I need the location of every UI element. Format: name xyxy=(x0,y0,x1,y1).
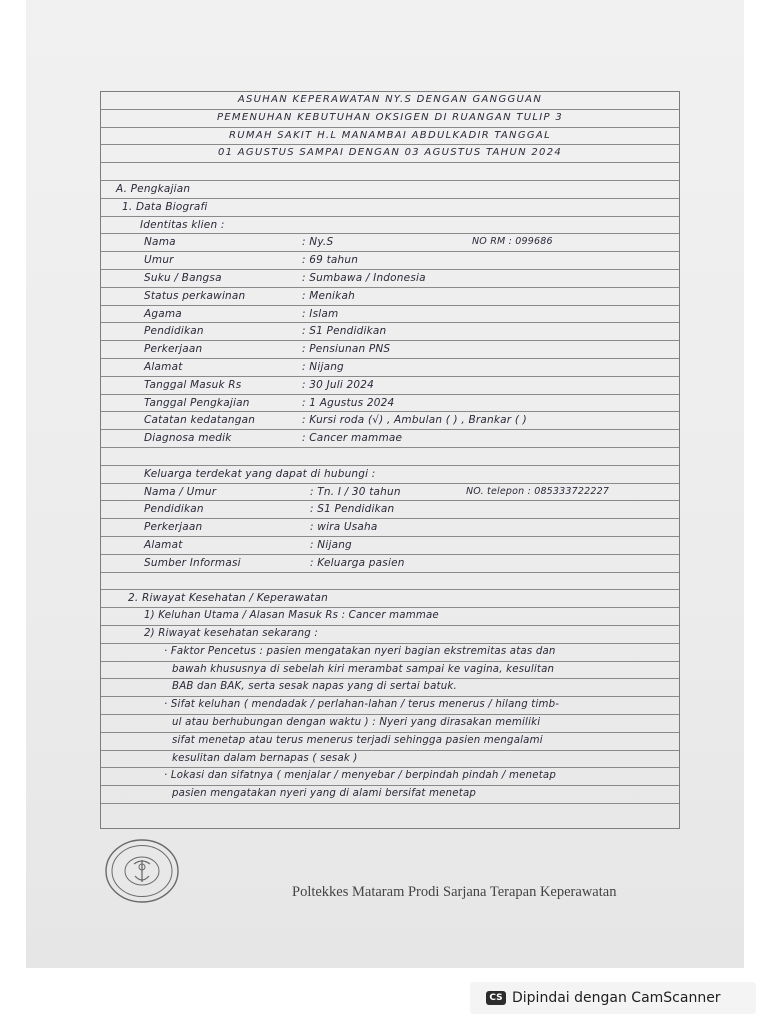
ruled-line xyxy=(100,233,680,234)
ruled-line xyxy=(100,643,680,644)
camscanner-badge xyxy=(470,982,756,1014)
ruled-line xyxy=(100,394,680,395)
institution-footer: Poltekkes Mataram Prodi Sarjana Terapan Keperawatan xyxy=(292,884,617,900)
field-label: Nama xyxy=(144,236,176,249)
field-label: Alamat xyxy=(144,361,183,373)
history-line: · Lokasi dan sifatnya ( menjalar / menyebar / berpindah pindah / menetap xyxy=(164,770,557,782)
subsection-heading: 2. Riwayat Kesehatan / Keperawatan xyxy=(128,592,328,605)
ruled-line xyxy=(100,607,680,608)
field-label: Agama xyxy=(144,307,182,320)
ruled-line xyxy=(100,144,680,145)
field-label: Nama / Umur xyxy=(144,485,217,498)
ruled-line xyxy=(100,696,680,697)
history-line: sifat menetap atau terus menerus terjadi sehingga pasien mengalami xyxy=(172,734,543,746)
ruled-line xyxy=(100,500,680,501)
ruled-line xyxy=(100,518,680,519)
field-label: Suku / Bangsa xyxy=(144,272,222,284)
phone-number: NO. telepon : 085333722227 xyxy=(466,485,610,497)
ruled-line xyxy=(100,411,680,412)
field-value: : 1 Agustus 2024 xyxy=(302,396,395,409)
field-value: : Islam xyxy=(302,307,339,320)
field-value: : 30 Juli 2024 xyxy=(302,378,375,391)
poltekkes-seal-icon xyxy=(104,838,180,904)
history-line: bawah khususnya di sebelah kiri merambat sampai ke vagina, kesulitan xyxy=(172,663,555,675)
ruled-line xyxy=(100,127,680,128)
field-value: : S1 Pendidikan xyxy=(302,325,387,338)
ruled-line xyxy=(100,625,680,626)
field-value: : Pensiunan PNS xyxy=(302,343,391,356)
form-area xyxy=(100,91,680,829)
ruled-line xyxy=(100,376,680,377)
field-value: : S1 Pendidikan xyxy=(310,503,395,516)
document-title-line: RUMAH SAKIT H.L MANAMBAI ABDULKADIR TANGGAL xyxy=(229,129,551,141)
ruled-line xyxy=(100,251,680,252)
history-line: pasien mengatakan nyeri yang di alami bersifat menetap xyxy=(172,788,477,800)
section-heading: A. Pengkajian xyxy=(116,183,191,195)
ruled-line xyxy=(100,554,680,555)
ruled-line xyxy=(100,216,680,217)
ruled-line xyxy=(100,750,680,751)
document-title-line: ASUHAN KEPERAWATAN NY.S DENGAN GANGGUAN xyxy=(237,94,543,105)
field-value: : Keluarga pasien xyxy=(310,556,405,569)
field-value: : Ny.S xyxy=(302,236,334,249)
ruled-line xyxy=(100,483,680,484)
ruled-line xyxy=(100,109,680,110)
field-value: : Kursi roda (√) , Ambulan ( ) , Brankar ( ) xyxy=(302,414,527,427)
field-label: Status perkawinan xyxy=(144,289,246,302)
field-value: : Sumbawa / Indonesia xyxy=(302,272,426,284)
field-label: Tanggal Masuk Rs xyxy=(144,378,242,391)
field-label: Diagnosa medik xyxy=(144,432,232,445)
field-label: Catatan kedatangan xyxy=(144,414,256,427)
field-label: Pendidikan xyxy=(144,503,204,516)
field-label: Perkerjaan xyxy=(144,343,203,356)
ruled-line xyxy=(100,447,680,448)
subsection-heading: 1. Data Biografi xyxy=(122,200,208,213)
ruled-line xyxy=(100,162,680,163)
history-line: ul atau berhubungan dengan waktu ) : Nyeri yang dirasakan memiliki xyxy=(172,717,541,728)
history-line: · Sifat keluhan ( mendadak / perlahan-lahan / terus menerus / hilang timb- xyxy=(164,699,560,711)
ruled-line xyxy=(100,536,680,537)
field-label: Pendidikan xyxy=(144,325,204,338)
document-title-line: 01 AGUSTUS SAMPAI DENGAN 03 AGUSTUS TAHUN 2024 xyxy=(217,147,563,159)
ruled-line xyxy=(100,322,680,323)
ruled-line xyxy=(100,305,680,306)
ruled-line xyxy=(100,287,680,288)
ruled-line xyxy=(100,767,680,768)
history-line: kesulitan dalam bernapas ( sesak ) xyxy=(172,752,358,764)
field-label: Sumber Informasi xyxy=(144,556,241,569)
field-label: Alamat xyxy=(144,539,183,551)
ruled-line xyxy=(100,589,680,590)
ruled-line xyxy=(100,180,680,181)
field-label: Umur xyxy=(144,254,174,267)
ruled-line xyxy=(100,269,680,270)
ruled-line xyxy=(100,661,680,662)
history-line: 2) Riwayat kesehatan sekarang : xyxy=(144,628,319,639)
field-label: Tanggal Pengkajian xyxy=(144,396,250,409)
document-title-line: PEMENUHAN KEBUTUHAN OKSIGEN DI RUANGAN TULIP 3 xyxy=(216,111,564,123)
field-value: : wira Usaha xyxy=(310,521,378,534)
ruled-line xyxy=(100,678,680,679)
ruled-line xyxy=(100,572,680,573)
camscanner-icon: CS xyxy=(486,991,506,1005)
ruled-line xyxy=(100,803,680,804)
ruled-line xyxy=(100,198,680,199)
ruled-line xyxy=(100,429,680,430)
identity-heading: Identitas klien : xyxy=(140,218,225,231)
field-value: : Menikah xyxy=(302,289,355,302)
ruled-line xyxy=(100,785,680,786)
camscanner-label: Dipindai dengan CamScanner xyxy=(512,990,721,1006)
family-heading: Keluarga terdekat yang dapat di hubungi : xyxy=(144,467,376,480)
ruled-line xyxy=(100,465,680,466)
field-value: : 69 tahun xyxy=(302,254,359,267)
ruled-line xyxy=(100,358,680,359)
field-value: : Nijang xyxy=(302,361,344,373)
history-line: · Faktor Pencetus : pasien mengatakan nyeri bagian ekstremitas atas dan xyxy=(164,645,556,657)
ruled-line xyxy=(100,714,680,715)
ruled-line xyxy=(100,732,680,733)
field-value: : Cancer mammae xyxy=(302,432,403,445)
field-value: : Nijang xyxy=(310,539,352,551)
history-line: 1) Keluhan Utama / Alasan Masuk Rs : Cancer mammae xyxy=(144,610,439,622)
field-label: Perkerjaan xyxy=(144,521,203,534)
field-value: : Tn. I / 30 tahun xyxy=(310,485,401,498)
rm-number: NO RM : 099686 xyxy=(472,236,553,248)
history-line: BAB dan BAK, serta sesak napas yang di sertai batuk. xyxy=(172,681,457,693)
ruled-line xyxy=(100,340,680,341)
